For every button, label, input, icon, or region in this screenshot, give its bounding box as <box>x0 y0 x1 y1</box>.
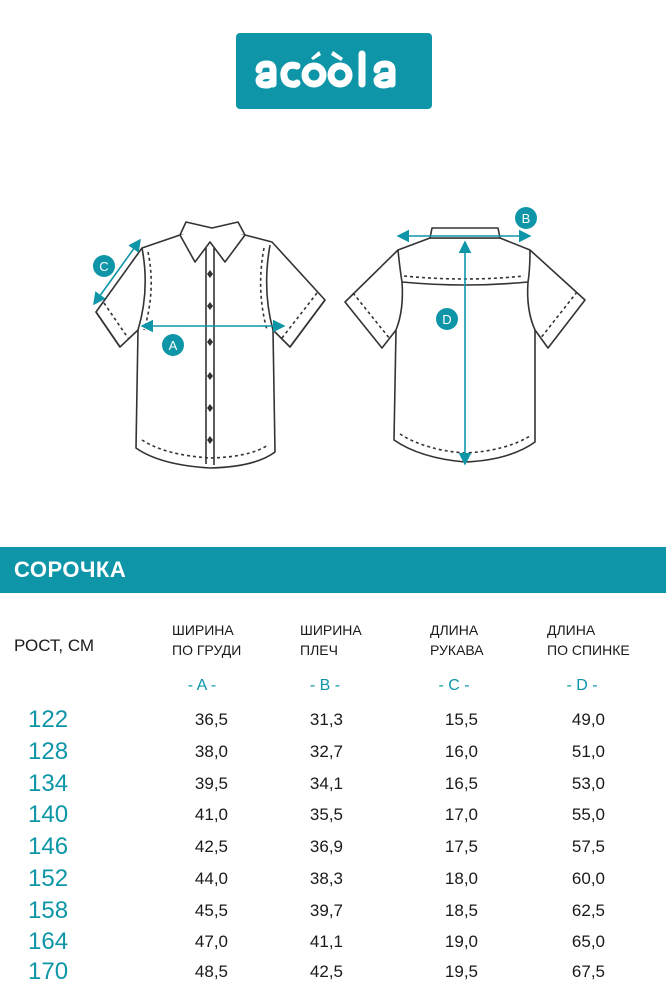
value-c: 17,0 <box>444 805 478 824</box>
label-d-marker <box>436 308 458 330</box>
row-height: 128 <box>28 738 69 765</box>
header-height: РОСТ, СМ <box>14 636 95 655</box>
value-a: 39,5 <box>194 774 228 793</box>
row-height: 122 <box>28 706 69 733</box>
value-d: 49,0 <box>571 710 605 729</box>
value-a: 38,0 <box>194 742 228 761</box>
value-a: 41,0 <box>194 805 228 824</box>
value-b: 35,5 <box>309 805 343 824</box>
label-b-text: B <box>521 211 531 226</box>
row-height: 140 <box>28 801 69 828</box>
header-d-line1: ДЛИНА <box>547 622 596 638</box>
value-c: 15,5 <box>444 710 478 729</box>
value-d: 65,0 <box>571 932 605 951</box>
column-letter-a: - A - <box>187 677 217 694</box>
brand-logo-wordmark <box>249 46 419 96</box>
value-c: 18,0 <box>444 869 478 888</box>
value-b: 34,1 <box>309 774 343 793</box>
value-b: 42,5 <box>309 962 343 981</box>
section-title-bar <box>0 547 666 593</box>
value-a: 44,0 <box>194 869 228 888</box>
section-title: СОРОЧКА <box>14 557 127 582</box>
header-d-line2: ПО СПИНКЕ <box>547 642 630 658</box>
label-c-marker <box>93 255 115 277</box>
value-d: 67,5 <box>571 962 605 981</box>
value-a: 47,0 <box>194 932 228 951</box>
table-row <box>0 801 666 833</box>
table-row <box>0 928 666 960</box>
table-row <box>0 738 666 770</box>
value-b: 32,7 <box>309 742 343 761</box>
column-letter-c: - C - <box>438 677 470 694</box>
value-a: 42,5 <box>194 837 228 856</box>
table-row <box>0 833 666 865</box>
value-a: 45,5 <box>194 901 228 920</box>
value-d: 51,0 <box>571 742 605 761</box>
value-c: 17,5 <box>444 837 478 856</box>
value-a: 48,5 <box>194 962 228 981</box>
header-a-line1: ШИРИНА <box>172 622 234 638</box>
value-d: 62,5 <box>571 901 605 920</box>
value-d: 55,0 <box>571 805 605 824</box>
header-c-line2: РУКАВА <box>430 642 484 658</box>
value-c: 16,0 <box>444 742 478 761</box>
value-c: 16,5 <box>444 774 478 793</box>
header-a <box>172 620 241 660</box>
table-row <box>0 706 666 738</box>
value-d: 57,5 <box>571 837 605 856</box>
header-b-line1: ШИРИНА <box>300 622 362 638</box>
header-b-line2: ПЛЕЧ <box>300 642 338 658</box>
label-b-marker <box>515 207 537 229</box>
brand-logo <box>236 33 432 109</box>
row-height: 146 <box>28 833 69 860</box>
row-height: 164 <box>28 928 69 955</box>
value-c: 19,0 <box>444 932 478 951</box>
row-height: 158 <box>28 897 69 924</box>
shirt-diagrams <box>0 190 666 490</box>
header-a-line2: ПО ГРУДИ <box>172 642 242 658</box>
value-d: 53,0 <box>571 774 605 793</box>
value-d: 60,0 <box>571 869 605 888</box>
value-c: 18,5 <box>444 901 478 920</box>
table-row <box>0 770 666 802</box>
header-d <box>547 620 630 660</box>
row-height: 170 <box>28 958 69 985</box>
label-a-marker <box>162 334 184 356</box>
table-row <box>0 865 666 897</box>
value-a: 36,5 <box>194 710 228 729</box>
header-b <box>300 620 362 660</box>
value-b: 31,3 <box>309 710 343 729</box>
row-height: 152 <box>28 865 69 892</box>
value-b: 38,3 <box>309 869 343 888</box>
label-c-text: C <box>99 259 109 274</box>
value-b: 39,7 <box>309 901 343 920</box>
column-letter-d: - D - <box>566 677 598 694</box>
row-height: 134 <box>28 770 69 797</box>
value-b: 36,9 <box>309 837 343 856</box>
header-c-line1: ДЛИНА <box>430 622 479 638</box>
value-b: 41,1 <box>309 932 343 951</box>
column-letter-b: - B - <box>309 677 341 694</box>
header-c <box>430 620 484 660</box>
value-c: 19,5 <box>444 962 478 981</box>
label-d-text: D <box>442 312 452 327</box>
table-row <box>0 958 666 990</box>
label-a-text: A <box>168 338 178 353</box>
table-row <box>0 897 666 929</box>
